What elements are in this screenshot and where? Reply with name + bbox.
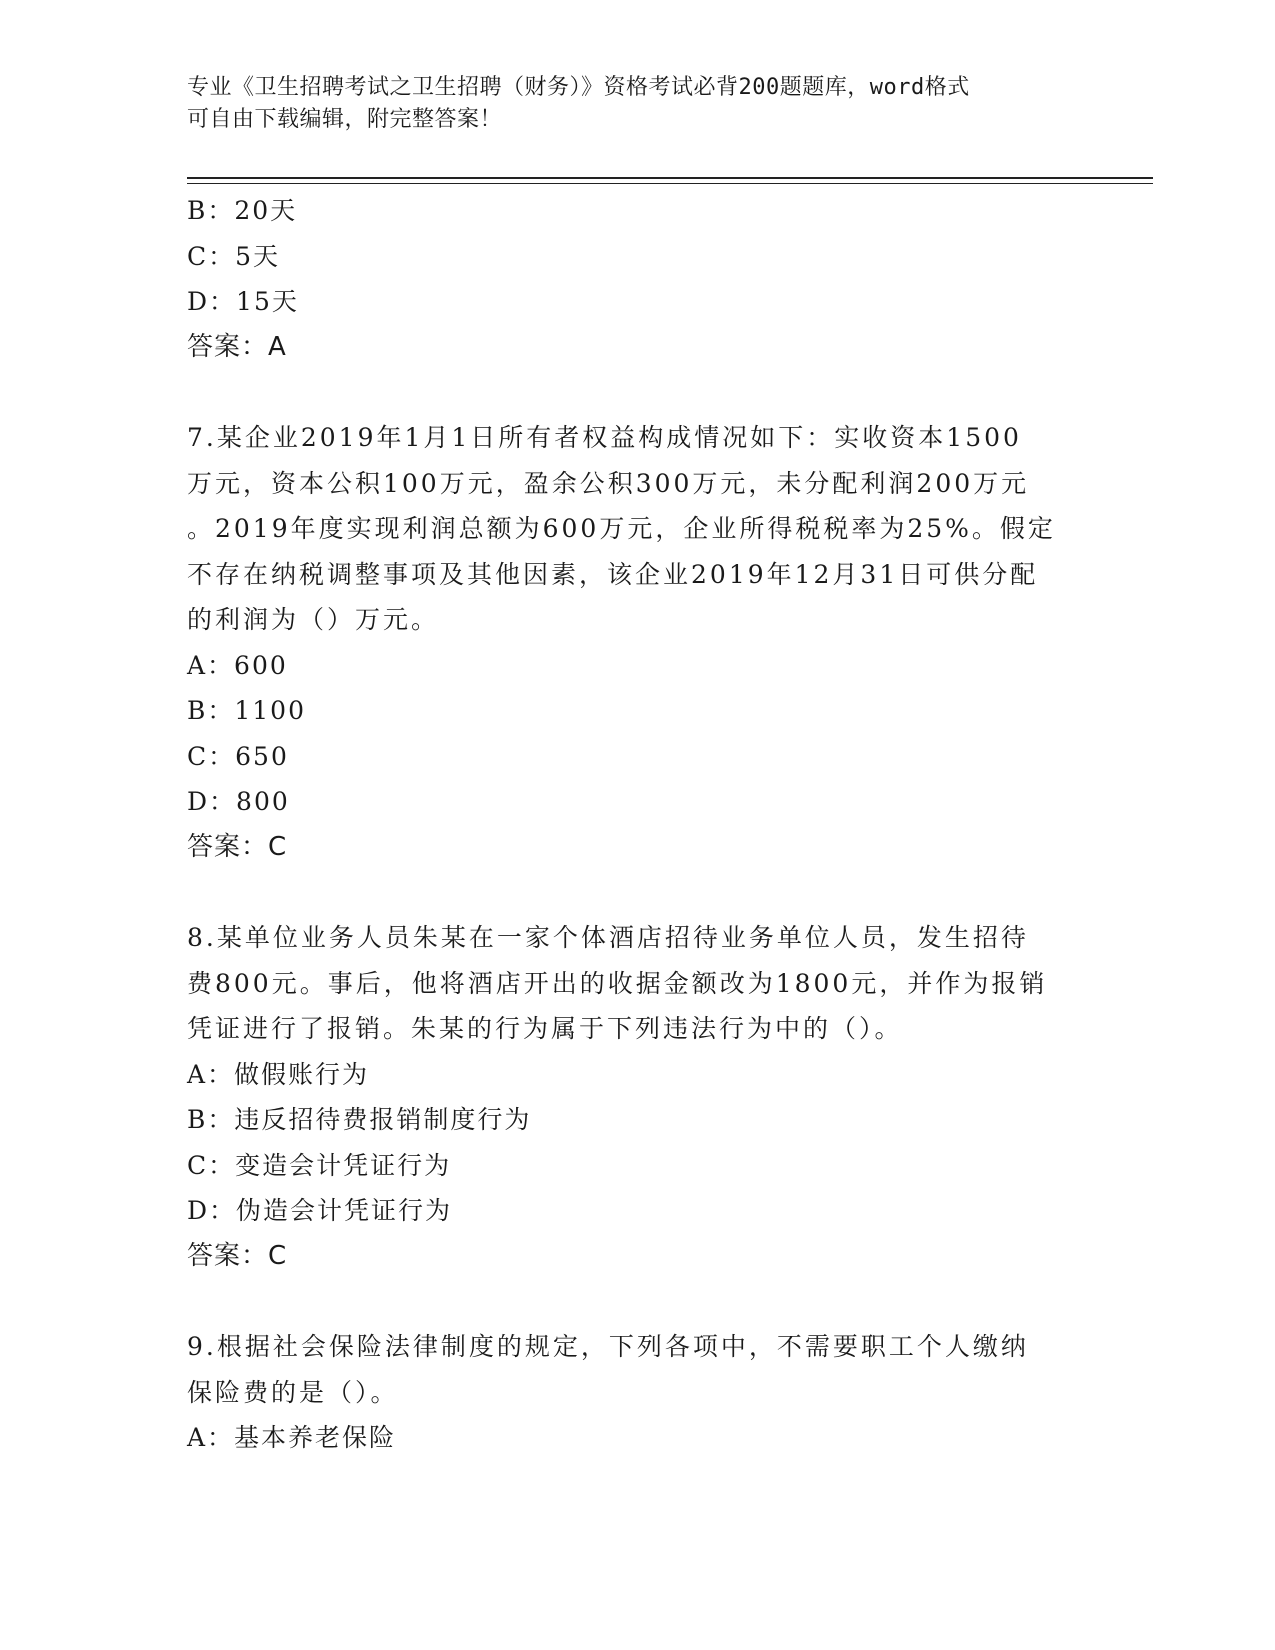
header-title-line-1: 专业《卫生招聘考试之卫生招聘（财务）》资格考试必背200题题库，word格式 [187, 75, 970, 100]
option-c: C：650 [187, 741, 289, 771]
option-a: A：600 [187, 650, 288, 680]
question-9 [187, 1324, 1087, 1461]
question-stem-line: 的利润为（）万元。 [187, 605, 440, 634]
option-b: B：20天 [187, 196, 298, 225]
question-stem-line: 凭证进行了报销。朱某的行为属于下列违法行为中的（）。 [187, 1014, 903, 1043]
option-d: D：伪造会计凭证行为 [187, 1196, 453, 1225]
question-stem-line: 9.根据社会保险法律制度的规定，下列各项中，不需要职工个人缴纳 [187, 1332, 1029, 1361]
option-c: C：变造会计凭证行为 [187, 1150, 452, 1180]
question-stem-line: 费800元。事后，他将酒店开出的收据金额改为1800元，并作为报销 [187, 968, 1048, 998]
question-stem-line: 不存在纳税调整事项及其他因素，该企业2019年12月31日可供分配 [187, 559, 1039, 589]
option-d: D：800 [187, 787, 290, 816]
option-a: A：基本养老保险 [187, 1423, 397, 1452]
document-header [187, 72, 1067, 136]
option-c: C：5天 [187, 241, 281, 271]
document-body [187, 188, 1087, 1461]
header-divider-thick [187, 177, 1153, 179]
question-8 [187, 915, 1087, 1279]
question-6-tail [187, 188, 1087, 370]
header-title-line-2: 可自由下载编辑，附完整答案！ [187, 107, 503, 132]
question-stem-line: 万元，资本公积100万元，盈余公积300万元，未分配利润200万元 [187, 468, 1030, 498]
answer-label: 答案：A [187, 331, 287, 362]
option-b: B：违反招待费报销制度行为 [187, 1105, 532, 1134]
answer-label: 答案：C [187, 831, 288, 862]
question-stem-line: 8.某单位业务人员朱某在一家个体酒店招待业务单位人员，发生招待 [187, 923, 1029, 952]
option-b: B：1100 [187, 696, 306, 725]
question-stem-line: 7.某企业2019年1月1日所有者权益构成情况如下：实收资本1500 [187, 423, 1022, 452]
question-stem-line: 。2019年度实现利润总额为600万元，企业所得税税率为25%。假定 [187, 514, 1056, 543]
option-a: A：做假账行为 [187, 1059, 370, 1089]
header-divider-thin [187, 183, 1153, 184]
option-d: D：15天 [187, 287, 299, 316]
answer-label: 答案：C [187, 1240, 288, 1271]
question-7 [187, 415, 1087, 870]
question-stem-line: 保险费的是（）。 [187, 1377, 399, 1407]
